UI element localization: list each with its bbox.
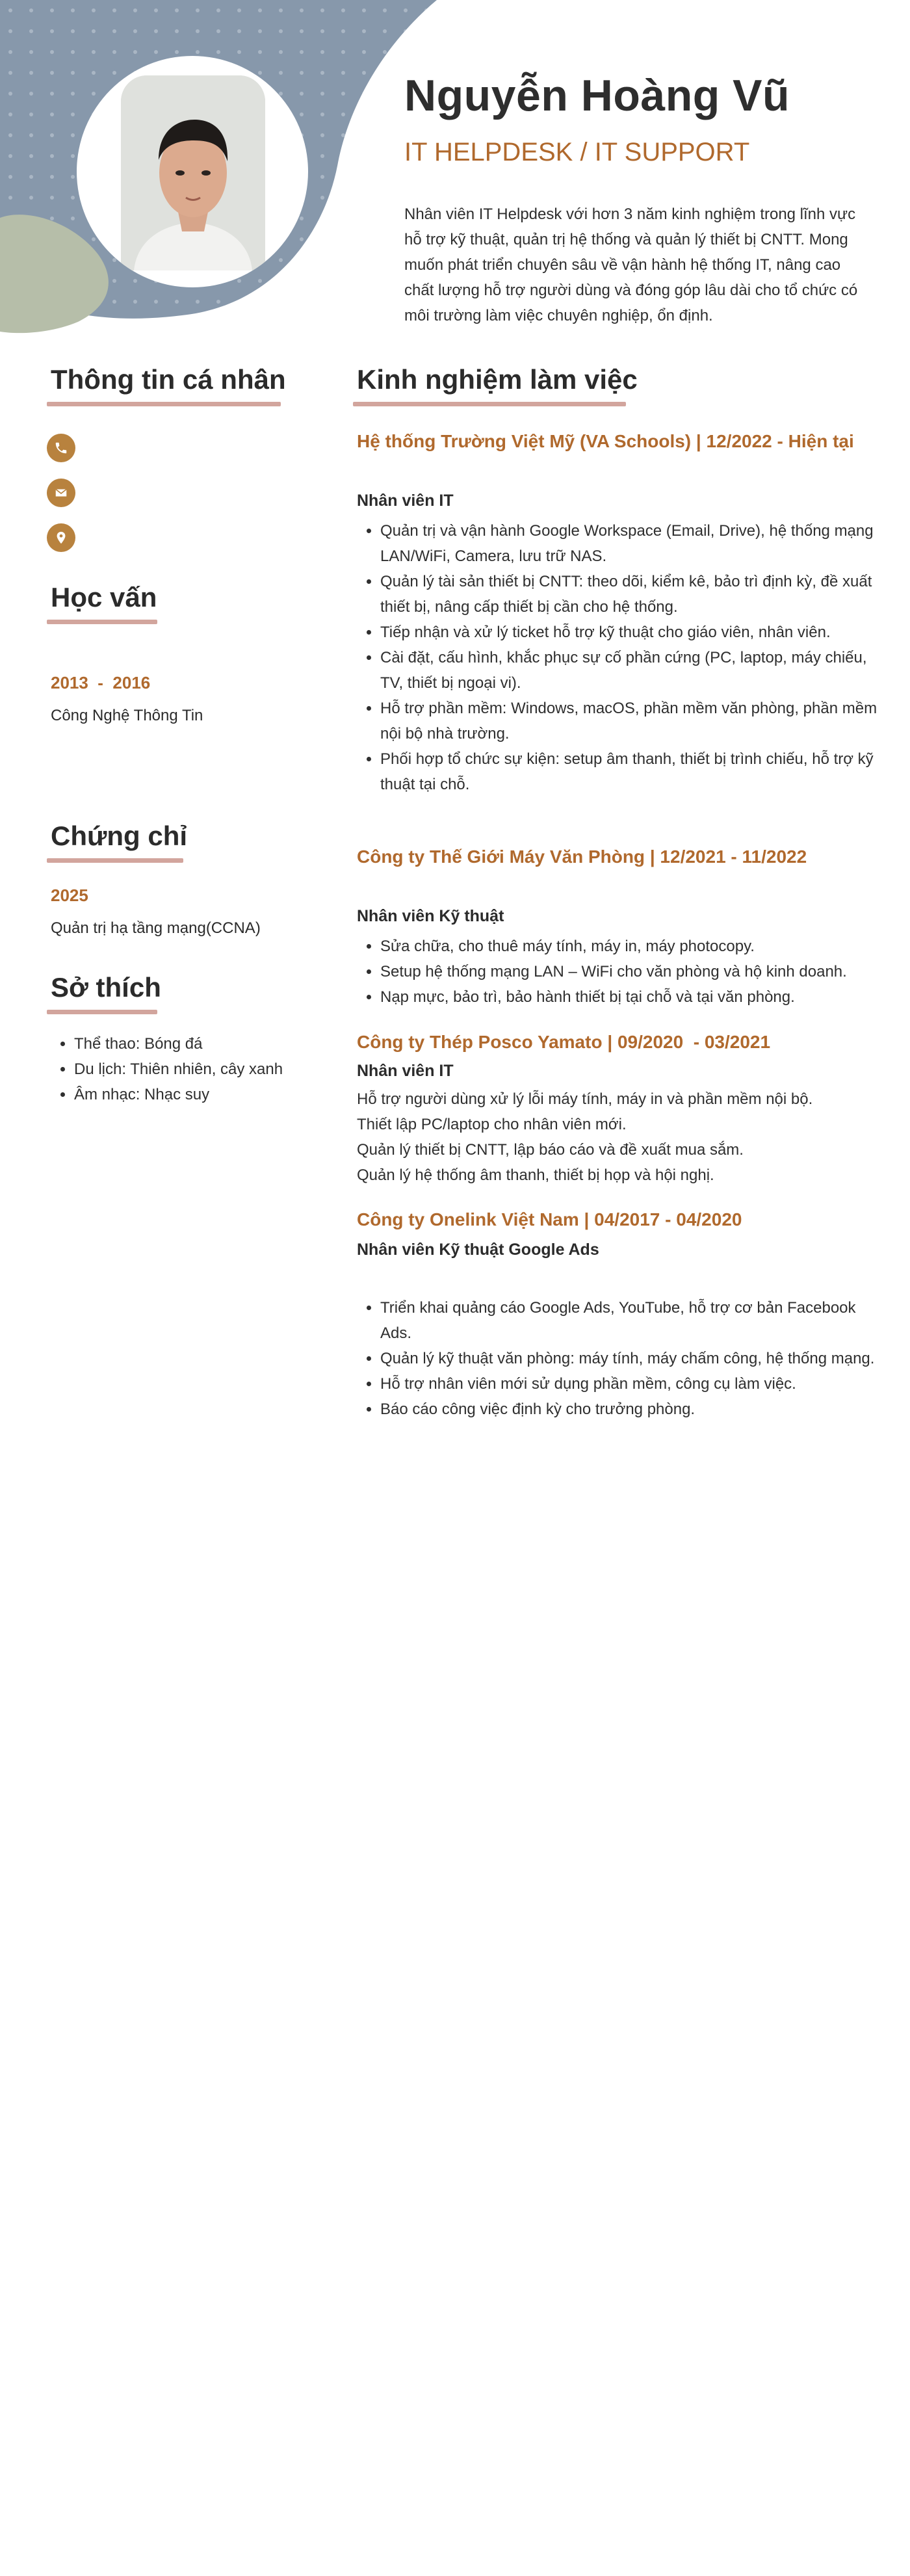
- job-heading: Công ty Thép Posco Yamato | 09/2020 - 03/2021: [357, 1032, 771, 1052]
- profile-summary: Nhân viên IT Helpdesk với hơn 3 năm kinh nghiệm trong lĩnh vực hỗ trợ kỹ thuật, quản trị hệ thống và quản lý thiết bị CNTT. Mong muốn phát triển chuyên sâu về vận hành hệ thống IT, nâng cao chất lượng hỗ trợ người dùng và đóng góp lâu dài cho tổ chức có môi trường làm việc chuyên nghiệp, ổn định.: [404, 205, 858, 324]
- certificates-title: Chứng chỉ: [51, 821, 188, 851]
- job-role: Nhân viên Kỹ thuật Google Ads: [357, 1241, 599, 1259]
- hobbies-section: [47, 972, 161, 1014]
- job-responsibilities: [357, 1295, 887, 1422]
- envelope-icon: [47, 479, 75, 507]
- job-responsibilities: [357, 934, 887, 1010]
- list-item: • Sửa chữa, cho thuê máy tính, máy in, máy photocopy.: [380, 934, 887, 959]
- list-item: • Phối hợp tổ chức sự kiện: setup âm thanh, thiết bị trình chiếu, hỗ trợ kỹ thuật tại chỗ.: [380, 746, 887, 797]
- job-line: Quản lý thiết bị CNTT, lập báo cáo và đề xuất mua sắm.: [357, 1141, 744, 1159]
- hobbies-title: Sở thích: [51, 972, 161, 1003]
- candidate-name: Nguyễn Hoàng Vũ: [404, 71, 790, 120]
- list-item: • Thể thao: Bóng đá: [74, 1031, 321, 1057]
- section-divider: [47, 858, 183, 863]
- list-item: • Hỗ trợ nhân viên mới sử dụng phần mềm, công cụ làm việc.: [380, 1371, 887, 1397]
- list-item: • Nạp mực, bảo trì, bảo hành thiết bị tại chỗ và tại văn phòng.: [380, 984, 887, 1010]
- job-line: Thiết lập PC/laptop cho nhân viên mới.: [357, 1116, 627, 1133]
- job-responsibilities: [357, 518, 887, 797]
- list-item: • Tiếp nhận và xử lý ticket hỗ trợ kỹ thuật cho giáo viên, nhân viên.: [380, 620, 887, 645]
- list-item: • Quản lý tài sản thiết bị CNTT: theo dõi, kiểm kê, bảo trì định kỳ, đề xuất thiết bị, nâng cấp thiết bị cần cho hệ thống.: [380, 569, 887, 620]
- person-portrait-icon: [121, 75, 265, 270]
- job-line: Quản lý hệ thống âm thanh, thiết bị họp và hội nghị.: [357, 1166, 714, 1184]
- education-section: [47, 582, 157, 624]
- list-item: • Báo cáo công việc định kỳ cho trưởng phòng.: [380, 1397, 887, 1422]
- list-item: • Du lịch: Thiên nhiên, cây xanh: [74, 1057, 321, 1082]
- list-item: • Cài đặt, cấu hình, khắc phục sự cố phần cứng (PC, laptop, máy chiếu, TV, thiết bị ngoại vi).: [380, 645, 887, 696]
- job-heading: Công ty Thế Giới Máy Văn Phòng | 12/2021 - 11/2022: [357, 847, 807, 867]
- job-description: [357, 1086, 864, 1188]
- section-divider: [47, 620, 157, 624]
- job-role: Nhân viên IT: [357, 492, 454, 510]
- list-item: • Triển khai quảng cáo Google Ads, YouTube, hỗ trợ cơ bản Facebook Ads.: [380, 1295, 887, 1346]
- profile-photo: [121, 75, 265, 270]
- certificate-name: Quản trị hạ tầng mạng(CCNA): [51, 919, 261, 937]
- experience-section: [353, 364, 638, 406]
- list-item: • Quản lý kỹ thuật văn phòng: máy tính, máy chấm công, hệ thống mạng.: [380, 1346, 887, 1371]
- personal-info-title: Thông tin cá nhân: [51, 364, 286, 395]
- certificate-year: 2025: [51, 886, 88, 905]
- map-pin-icon: [47, 523, 75, 552]
- job-heading: Hệ thống Trường Việt Mỹ (VA Schools) | 12/2022 - Hiện tại: [357, 431, 854, 451]
- list-item: • Setup hệ thống mạng LAN – WiFi cho văn phòng và hộ kinh doanh.: [380, 959, 887, 984]
- job-role: Nhân viên Kỹ thuật: [357, 907, 504, 925]
- personal-info-section: [47, 364, 286, 406]
- list-item: • Âm nhạc: Nhạc suy: [74, 1082, 321, 1107]
- education-title: Học vấn: [51, 582, 157, 612]
- certificates-section: [47, 821, 188, 863]
- hobbies-list: [51, 1031, 321, 1107]
- experience-title: Kinh nghiệm làm việc: [357, 364, 638, 395]
- list-item: • Quản trị và vận hành Google Workspace (Email, Drive), hệ thống mạng LAN/WiFi, Camera, lưu trữ NAS.: [380, 518, 887, 569]
- job-role: Nhân viên IT: [357, 1062, 454, 1080]
- profile-photo-frame: [77, 56, 308, 287]
- job-heading: Công ty Onelink Việt Nam | 04/2017 - 04/2020: [357, 1209, 742, 1229]
- section-divider: [47, 402, 281, 406]
- education-years: 2013 - 2016: [51, 673, 151, 692]
- job-title: IT HELPDESK / IT SUPPORT: [404, 138, 750, 166]
- education-major: Công Nghệ Thông Tin: [51, 707, 203, 724]
- section-divider: [47, 1010, 157, 1014]
- section-divider: [353, 402, 626, 406]
- list-item: • Hỗ trợ phần mềm: Windows, macOS, phần mềm văn phòng, phần mềm nội bộ nhà trường.: [380, 696, 887, 746]
- phone-icon: [47, 434, 75, 462]
- job-line: Hỗ trợ người dùng xử lý lỗi máy tính, máy in và phần mềm nội bộ.: [357, 1090, 813, 1108]
